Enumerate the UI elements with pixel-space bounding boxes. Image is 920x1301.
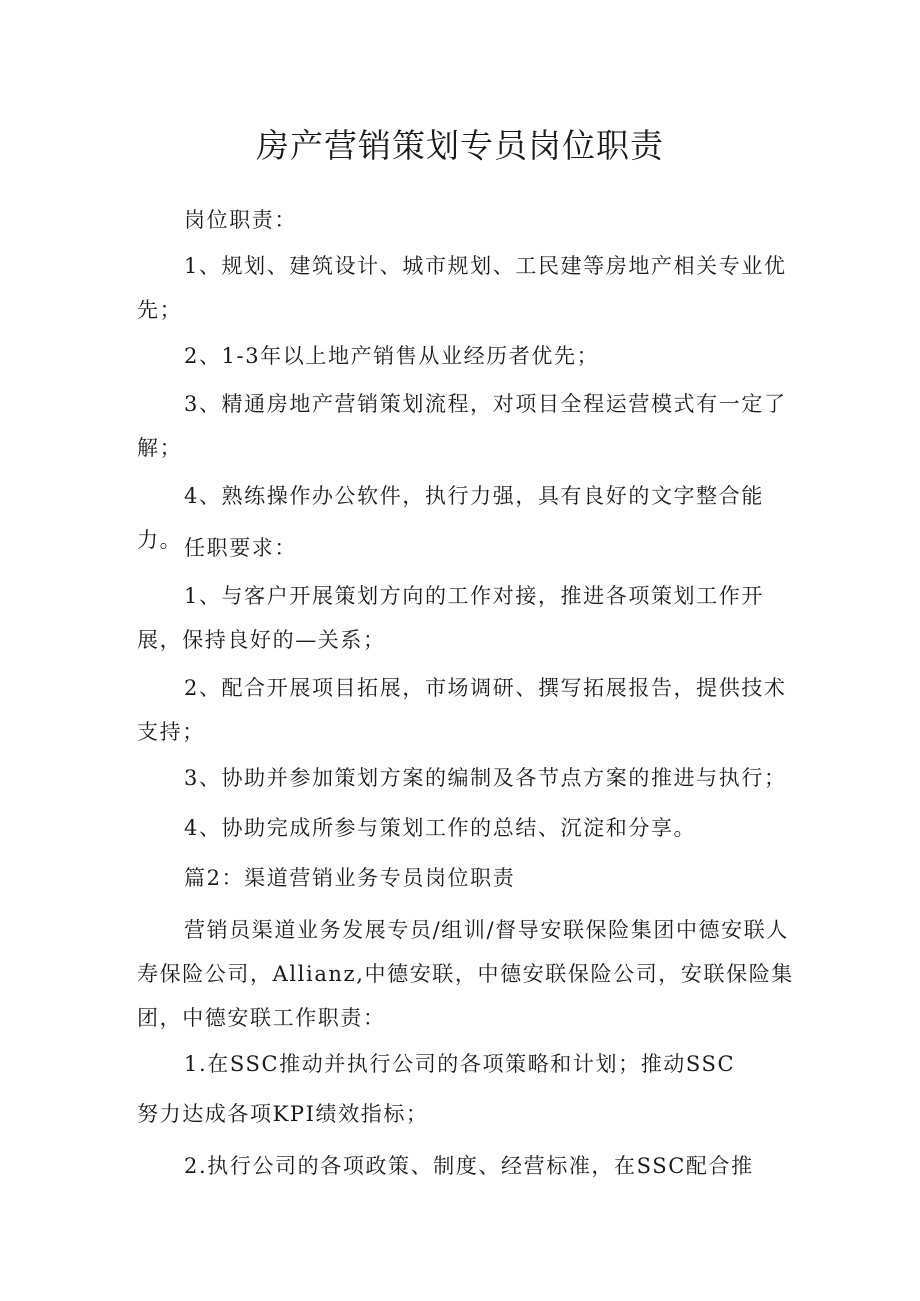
document-title: 房产营销策划专员岗位职责 bbox=[256, 126, 664, 165]
duty-item-1: 1、规划、建筑设计、城市规划、工民建等房地产相关专业优先； bbox=[137, 254, 787, 322]
section-heading-duties: 岗位职责： bbox=[184, 208, 297, 232]
requirement-item-4: 4、协助完成所参与策划工作的总结、沉淀和分享。 bbox=[184, 816, 697, 840]
duty-item-3: 3、精通房地产营销策划流程，对项目全程运营模式有一定了解； bbox=[137, 392, 787, 460]
requirement-item-2: 2、配合开展项目拓展，市场调研、撰写拓展报告，提供技术支持； bbox=[137, 676, 787, 744]
section-heading-requirements: 任职要求： bbox=[184, 536, 297, 560]
section-heading-part2: 篇2：渠道营销业务专员岗位职责 bbox=[184, 866, 516, 890]
duty-item-4: 4、熟练操作办公软件，执行力强，具有良好的文字整合能力。 bbox=[137, 484, 764, 552]
requirement-item-3: 3、协助并参加策划方案的编制及各节点方案的推进与执行； bbox=[184, 766, 787, 790]
requirement-item-1: 1、与客户开展策划方向的工作对接，推进各项策划工作开展，保持良好的—关系； bbox=[137, 584, 764, 652]
part2-item-1-line1: 1.在SSC推动并执行公司的各项策略和计划；推动SSC bbox=[184, 1052, 736, 1076]
part2-intro: 营销员渠道业务发展专员/组训/督导安联保险集团中德安联人寿保险公司，Allianz,中德安联，中德安联保险公司，安联保险集团，中德安联工作职责： bbox=[137, 918, 794, 1030]
part2-item-2-line1: 2.执行公司的各项政策、制度、经营标准，在SSC配合推 bbox=[184, 1154, 754, 1178]
duty-item-2: 2、1-3年以上地产销售从业经历者优先； bbox=[184, 344, 600, 368]
part2-item-1-line2: 努力达成各项KPI绩效指标； bbox=[137, 1102, 429, 1126]
